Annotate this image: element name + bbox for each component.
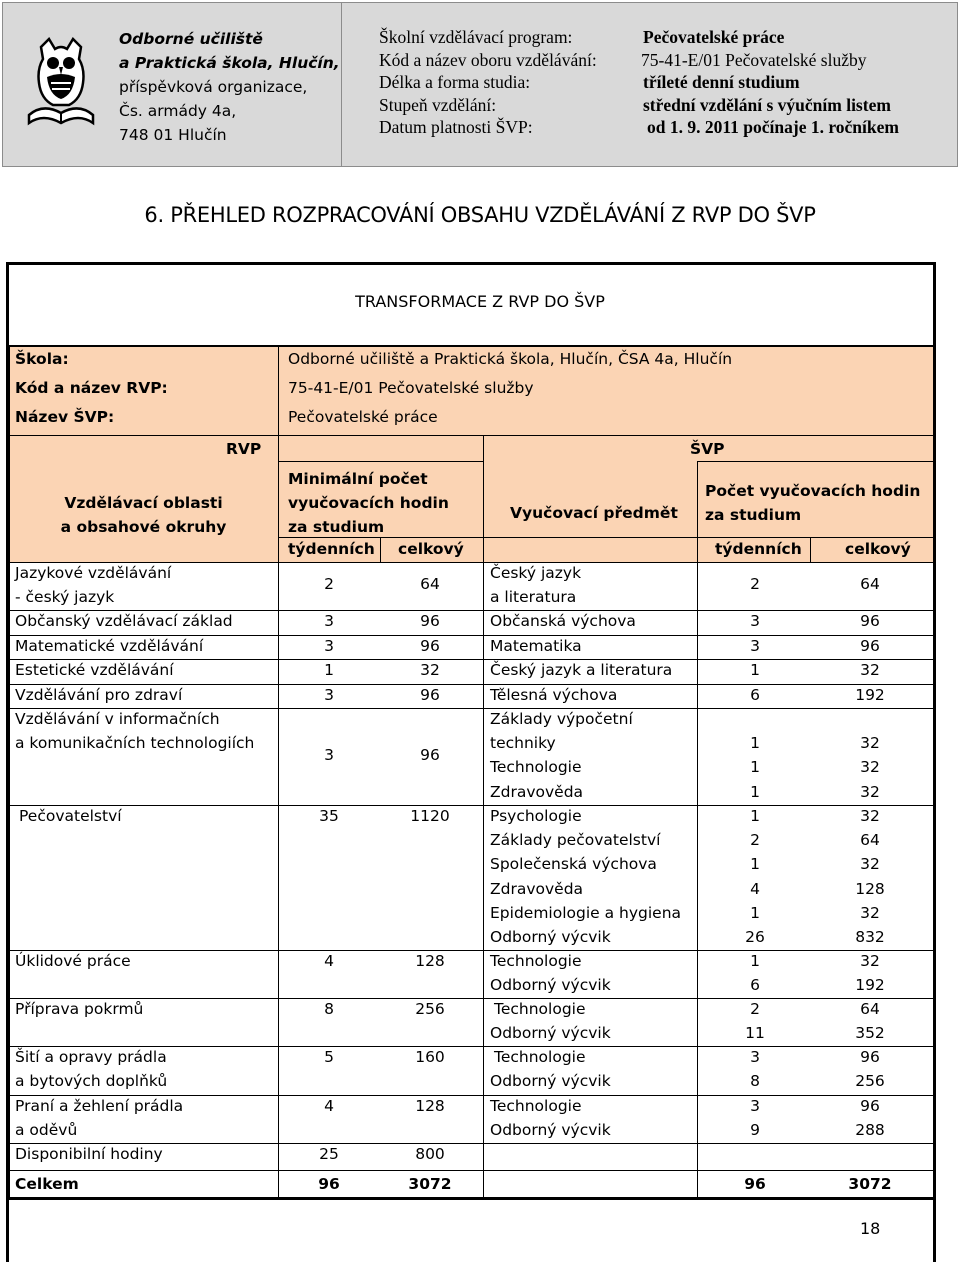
column-divider: [483, 805, 484, 950]
subject-cell: Technologie: [494, 1000, 586, 1018]
rvp-weekly-cell: 3: [324, 612, 334, 630]
svp-weekly-cell: 11: [745, 1024, 765, 1043]
area-cell: a bytových doplňků: [15, 1072, 168, 1091]
school-address: [119, 27, 340, 147]
subject-cell: Český jazyk a literatura: [490, 661, 673, 679]
svp-total-cell: 32: [860, 903, 880, 922]
header-divider: [810, 537, 811, 562]
rvp-total-cell: 256: [415, 1000, 445, 1018]
svp-weekly-cell: 1: [750, 952, 760, 970]
svp-total-cell: 32: [860, 782, 880, 801]
area-cell: Občanský vzdělávací základ: [15, 612, 233, 630]
area-cell: Estetické vzdělávání: [15, 661, 174, 679]
subject-cell: techniky: [490, 734, 556, 753]
svp-total-cell: 32: [860, 661, 880, 679]
area-cell: - český jazyk: [15, 588, 115, 607]
page-number: 18: [860, 1219, 881, 1238]
row-separator: [9, 950, 933, 951]
total-rvp-total: 3072: [408, 1175, 452, 1193]
svp-weekly-cell: 3: [750, 612, 760, 630]
column-divider: [278, 562, 279, 610]
info-label-rvp: Kód a název RVP:: [15, 379, 168, 397]
areas-heading-line: Vzdělávací oblasti: [64, 494, 223, 512]
row-separator: [9, 1046, 933, 1047]
svp-hours-line: Počet vyučovacích hodin: [705, 482, 921, 500]
area-cell: Úklidové práce: [15, 952, 131, 970]
total-divider: [9, 1170, 10, 1198]
row-separator: [9, 610, 933, 611]
school-type-line: příspěvková organizace,: [119, 78, 308, 96]
program-label: Stupeň vzdělání:: [379, 94, 497, 115]
rvp-weekly-cell: 3: [324, 746, 334, 764]
rvp-weekly-cell: 4: [324, 952, 334, 970]
subject-cell: Zdravověda: [490, 879, 584, 898]
svp-total-cell: 32: [860, 855, 880, 874]
column-divider: [697, 950, 698, 998]
column-divider: [483, 1095, 484, 1143]
svp-weekly-cell: 9: [750, 1121, 760, 1140]
info-label-school: Škola:: [15, 350, 69, 368]
rvp-total-cell: 128: [415, 952, 445, 970]
column-divider: [278, 708, 279, 805]
subject-cell: Základy výpočetní: [490, 710, 633, 728]
svp-weekly-cell: 3: [750, 1097, 760, 1115]
rvp-total-cell: 32: [420, 661, 440, 679]
table-right-border: [933, 345, 934, 1200]
subject-cell: Odborný výcvik: [490, 1024, 611, 1043]
program-value: Pečovatelské práce: [643, 27, 785, 47]
column-divider: [697, 1143, 698, 1170]
rvp-heading: RVP: [226, 440, 262, 458]
total-label: Celkem: [15, 1175, 79, 1193]
column-divider: [483, 1143, 484, 1170]
rvp-weekly-cell: 3: [324, 637, 334, 655]
column-divider: [278, 659, 279, 684]
subject-cell: Odborný výcvik: [490, 1121, 611, 1140]
info-value-school: Odborné učiliště a Praktická škola, Hlučín, ČSA 4a, Hlučín: [288, 350, 733, 368]
min-hours-line: vyučovacích hodin: [288, 494, 449, 512]
total-svp-total: 3072: [848, 1175, 892, 1193]
svp-weekly-cell: 3: [750, 637, 760, 655]
subject-cell: a literatura: [490, 588, 577, 607]
svp-total-cell: 32: [860, 952, 880, 970]
row-separator: [9, 805, 933, 806]
column-divider: [697, 562, 698, 610]
column-divider: [697, 659, 698, 684]
table-left-border: [9, 345, 10, 1190]
total-bottom-line: [9, 1197, 934, 1200]
rvp-weekly-cell: 1: [324, 661, 334, 679]
svp-weekly-cell: 1: [750, 661, 760, 679]
area-cell: a komunikačních technologiích: [15, 734, 255, 753]
svp-total-cell: 352: [855, 1024, 885, 1043]
column-divider: [483, 562, 484, 610]
svp-total-cell: 64: [860, 831, 880, 850]
program-value: tříleté denní studium: [643, 72, 800, 92]
rvp-total-cell: 96: [420, 686, 440, 704]
subject-cell: Psychologie: [490, 807, 582, 825]
area-cell: Disponibilní hodiny: [15, 1145, 163, 1163]
subject-cell: Technologie: [490, 952, 582, 970]
header-divider: [278, 435, 279, 562]
svp-total-cell: 128: [855, 879, 885, 898]
weekly-heading: týdenních: [288, 540, 375, 558]
subject-cell: Technologie: [494, 1048, 586, 1066]
column-divider: [697, 998, 698, 1046]
column-divider: [278, 1143, 279, 1170]
info-value-svp: Pečovatelské práce: [288, 408, 438, 426]
svp-weekly-cell: 2: [750, 575, 760, 593]
row-separator: [9, 659, 933, 660]
svp-sub-line: [697, 461, 933, 462]
rvp-total-cell: 800: [415, 1145, 445, 1163]
school-info-panel: [3, 3, 342, 166]
subject-cell: Technologie: [490, 1097, 582, 1115]
svp-weekly-cell: 8: [750, 1072, 760, 1091]
rvp-weekly-cell: 5: [324, 1048, 334, 1066]
svp-weekly-cell: 6: [750, 976, 760, 995]
subject-cell: Odborný výcvik: [490, 976, 611, 995]
area-cell: Pečovatelství: [19, 807, 122, 825]
rvp-total-cell: 1120: [410, 807, 450, 825]
column-divider: [483, 659, 484, 684]
column-divider: [278, 1046, 279, 1095]
svp-weekly-cell: 2: [750, 831, 760, 850]
column-divider: [483, 610, 484, 635]
svp-total-cell: 64: [860, 575, 880, 593]
header-divider: [380, 537, 381, 562]
rvp-weekly-cell: 25: [319, 1145, 339, 1163]
svp-hours-line: za studium: [705, 506, 802, 524]
program-label: Délka a forma studia:: [379, 72, 531, 92]
area-cell: Praní a žehlení prádla: [15, 1097, 184, 1115]
owl-logo-icon: [25, 37, 97, 129]
area-cell: Matematické vzdělávání: [15, 637, 204, 655]
total-divider: [278, 1170, 279, 1198]
svp-weekly-cell: 1: [750, 807, 760, 825]
column-divider: [697, 708, 698, 805]
school-street-line: Čs. armády 4a,: [119, 102, 237, 120]
info-top-border: [9, 345, 933, 347]
program-label: Datum platnosti ŠVP:: [379, 117, 533, 137]
area-cell: Vzdělávání pro zdraví: [15, 686, 183, 704]
svp-weekly-cell: 1: [750, 734, 760, 753]
info-label-svp: Název ŠVP:: [15, 408, 115, 426]
svp-total-cell: 32: [860, 734, 880, 753]
svp-total-cell: 832: [855, 928, 885, 946]
transform-title: TRANSFORMACE Z RVP DO ŠVP: [355, 292, 605, 311]
rvp-weekly-cell: 4: [324, 1097, 334, 1115]
svp-weekly-cell: 26: [745, 928, 765, 946]
svp-total-cell: 96: [860, 1048, 880, 1066]
column-divider: [697, 635, 698, 659]
rvp-total-cell: 96: [420, 612, 440, 630]
column-divider: [278, 950, 279, 998]
subject-heading: Vyučovací předmět: [510, 504, 678, 522]
rvp-weekly-cell: 8: [324, 1000, 334, 1018]
weekly-heading: týdenních: [715, 540, 802, 558]
svp-weekly-cell: 3: [750, 1048, 760, 1066]
column-divider: [697, 610, 698, 635]
column-divider: [278, 610, 279, 635]
subject-cell: Odborný výcvik: [490, 1072, 611, 1091]
header-divider: [697, 461, 698, 562]
areas-heading-line: a obsahové okruhy: [60, 518, 227, 536]
rvp-sub-line: [278, 461, 483, 462]
row-separator: [9, 684, 933, 685]
row-separator: [9, 1143, 933, 1144]
rvp-total-cell: 128: [415, 1097, 445, 1115]
rvp-total-cell: 64: [420, 575, 440, 593]
column-divider: [697, 684, 698, 708]
total-divider: [483, 1170, 484, 1198]
min-hours-heading: [288, 467, 449, 539]
section-title: 6. PŘEHLED ROZPRACOVÁNÍ OBSAHU VZDĚLÁVÁNÍ Z RVP DO ŠVP: [144, 203, 816, 227]
subject-cell: Odborný výcvik: [490, 928, 611, 946]
row-separator: [9, 708, 933, 709]
school-name-line: a Praktická škola, Hlučín,: [119, 54, 340, 72]
column-divider: [697, 1046, 698, 1095]
program-value: od 1. 9. 2011 počínaje 1. ročníkem: [647, 117, 899, 137]
area-cell: Jazykové vzdělávání: [15, 564, 172, 582]
rvp-weekly-cell: 2: [324, 575, 334, 593]
svp-weekly-cell: 6: [750, 686, 760, 704]
area-cell: Vzdělávání v informačních: [15, 710, 220, 728]
areas-heading: [9, 491, 278, 539]
total-heading: celkový: [398, 540, 464, 558]
svp-hours-heading: [705, 479, 920, 527]
document-header: [2, 2, 958, 167]
subject-cell: Matematika: [490, 637, 582, 655]
total-svp-weekly: 96: [744, 1175, 766, 1193]
subject-cell: Zdravověda: [490, 782, 584, 801]
svp-weekly-cell: 1: [750, 758, 760, 777]
column-divider: [483, 950, 484, 998]
svp-weekly-cell: 4: [750, 879, 760, 898]
column-divider: [483, 998, 484, 1046]
total-rvp-weekly: 96: [318, 1175, 340, 1193]
column-divider: [483, 708, 484, 805]
row-separator: [9, 998, 933, 999]
svp-total-cell: 32: [860, 807, 880, 825]
header-divider: [483, 435, 484, 562]
svp-heading: ŠVP: [690, 440, 725, 458]
school-city-line: 748 01 Hlučín: [119, 126, 227, 144]
svp-total-cell: 288: [855, 1121, 885, 1140]
row-separator: [9, 635, 933, 636]
column-divider: [697, 805, 698, 950]
svp-weekly-cell: 2: [750, 1000, 760, 1018]
subject-cell: Občanská výchova: [490, 612, 636, 630]
svp-total-cell: 192: [855, 976, 885, 995]
svp-total-cell: 64: [860, 1000, 880, 1018]
svp-total-cell: 256: [855, 1072, 885, 1091]
rvp-total-cell: 96: [420, 637, 440, 655]
row-separator: [9, 1095, 933, 1096]
info-value-rvp: 75-41-E/01 Pečovatelské služby: [288, 379, 534, 397]
svp-weekly-cell: 1: [750, 782, 760, 801]
area-cell: a oděvů: [15, 1121, 78, 1140]
svp-total-cell: 192: [855, 686, 885, 704]
column-divider: [278, 684, 279, 708]
svp-total-cell: 96: [860, 637, 880, 655]
rvp-weekly-cell: 35: [319, 807, 339, 825]
column-divider: [697, 1095, 698, 1143]
school-name-line: Odborné učiliště: [119, 30, 263, 48]
min-hours-line: za studium: [288, 518, 385, 536]
svp-weekly-cell: 1: [750, 855, 760, 874]
area-cell: Příprava pokrmů: [15, 1000, 144, 1018]
min-hours-line: Minimální počet: [288, 470, 428, 488]
header-top-line: [9, 435, 933, 436]
rvp-total-cell: 96: [420, 746, 440, 764]
subject-cell: Epidemiologie a hygiena: [490, 903, 682, 922]
total-heading: celkový: [845, 540, 911, 558]
column-divider: [278, 1095, 279, 1143]
svp-total-cell: 96: [860, 1097, 880, 1115]
area-cell: Šití a opravy prádla: [15, 1048, 167, 1066]
rvp-total-cell: 160: [415, 1048, 445, 1066]
info-divider: [278, 347, 279, 435]
rvp-weekly-cell: 3: [324, 686, 334, 704]
subject-cell: Technologie: [490, 758, 582, 777]
subject-cell: Základy pečovatelství: [490, 831, 661, 850]
column-divider: [278, 998, 279, 1046]
column-divider: [483, 635, 484, 659]
program-label: Školní vzdělávací program:: [379, 27, 573, 47]
subject-cell: Český jazyk: [490, 564, 582, 582]
total-divider: [697, 1170, 698, 1198]
header-bottom-line: [9, 562, 933, 563]
svp-weekly-cell: 1: [750, 903, 760, 922]
svp-total-cell: 96: [860, 612, 880, 630]
program-value: střední vzdělání s výučním listem: [643, 94, 891, 115]
column-divider: [278, 635, 279, 659]
subject-cell: Tělesná výchova: [490, 686, 618, 704]
column-divider: [278, 805, 279, 950]
program-label: Kód a název oboru vzdělávání:: [379, 49, 597, 70]
svp-total-cell: 32: [860, 758, 880, 777]
program-value: 75-41-E/01 Pečovatelské služby: [641, 49, 867, 70]
column-divider: [483, 684, 484, 708]
subject-cell: Společenská výchova: [490, 855, 657, 874]
total-top-line: [9, 1170, 933, 1171]
column-divider: [483, 1046, 484, 1095]
